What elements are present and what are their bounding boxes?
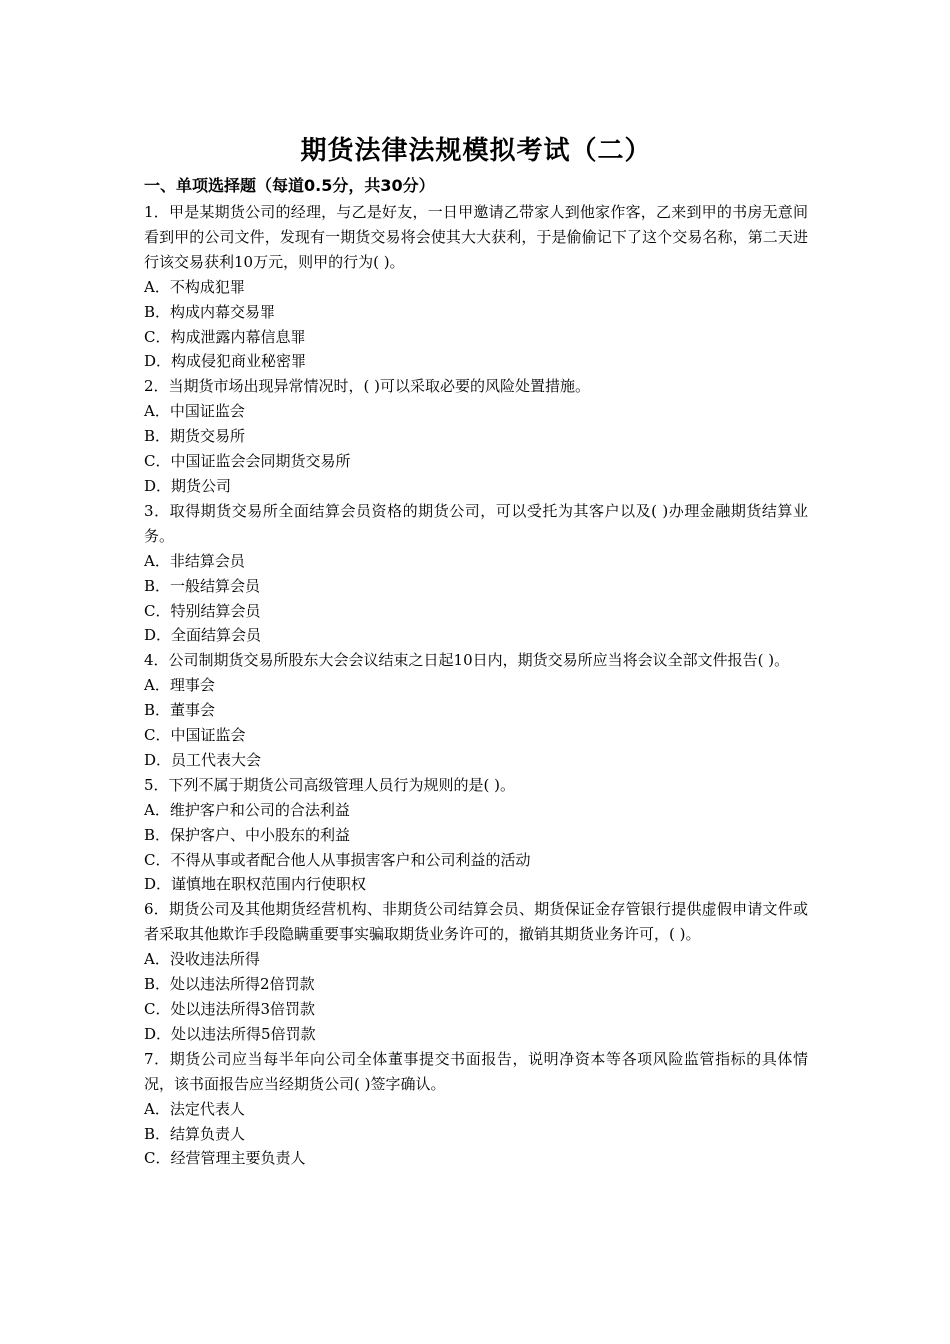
option-b: B．结算负责人	[144, 1124, 246, 1143]
option-b: B．董事会	[144, 701, 216, 720]
document-title: 期货法律法规模拟考试（二）	[300, 136, 652, 166]
option-a: A．中国证监会	[144, 402, 245, 421]
question-stem: 7．期货公司应当每半年向公司全体董事提交书面报告，说明净资本等各项风险监管指标的具体情况，该书面报告应当经期货公司( )签字确认。	[144, 1049, 808, 1093]
option-c: C．特别结算会员	[144, 601, 261, 620]
document-page	[144, 0, 808, 1171]
option-b: B．构成内幕交易罪	[144, 302, 276, 321]
section-heading: 一、单项选择题（每道0.5分，共30分）	[144, 176, 435, 195]
option-c: C．构成泄露内幕信息罪	[144, 327, 306, 346]
option-c: C．处以违法所得3倍罚款	[144, 1000, 316, 1018]
question-2	[144, 374, 808, 499]
option-a: A．法定代表人	[144, 1099, 245, 1118]
option-d: D．构成侵犯商业秘密罪	[144, 352, 307, 371]
option-d: D．处以违法所得5倍罚款	[144, 1024, 316, 1043]
question-5	[144, 773, 808, 898]
question-6	[144, 897, 808, 1046]
option-d: D．全面结算会员	[144, 626, 262, 645]
question-stem: 5．下列不属于期货公司高级管理人员行为规则的是( )。	[144, 775, 516, 794]
option-b: B．一般结算会员	[144, 576, 261, 595]
option-a: A．不构成犯罪	[144, 277, 245, 296]
option-d: D．期货公司	[144, 476, 232, 495]
option-b: B．期货交易所	[144, 427, 246, 446]
option-b: B．保护客户、中小股东的利益	[144, 825, 351, 844]
question-stem: 6．期货公司及其他期货经营机构、非期货公司结算会员、期货保证金存管银行提供虚假申请文件或者采取其他欺诈手段隐瞒重要事实骗取期货业务许可的，撤销其期货业务许可，( )。	[144, 900, 808, 944]
option-a: A．非结算会员	[144, 551, 245, 570]
question-3	[144, 499, 808, 648]
option-d: D．谨慎地在职权范围内行使职权	[144, 875, 367, 894]
question-4	[144, 648, 808, 773]
option-c: C．中国证监会会同期货交易所	[144, 452, 351, 471]
option-b: B．处以违法所得2倍罚款	[144, 975, 315, 994]
option-c: C．经营管理主要负责人	[144, 1149, 306, 1168]
option-d: D．员工代表大会	[144, 750, 262, 769]
option-c: C．中国证监会	[144, 726, 246, 745]
option-a: A．维护客户和公司的合法利益	[144, 800, 350, 819]
option-a: A．理事会	[144, 676, 215, 695]
question-stem: 1．甲是某期货公司的经理，与乙是好友，一日甲邀请乙带家人到他家作客，乙来到甲的书房无意间看到甲的公司文件，发现有一期货交易将会使其大大获利，于是偷偷记下了这个交易名称，第二天进行该交易获利10万元，则甲的行为( )。	[144, 203, 808, 271]
question-stem: 2．当期货市场出现异常情况时，( )可以采取必要的风险处置措施。	[144, 377, 591, 396]
question-1	[144, 200, 808, 374]
question-7	[144, 1047, 808, 1172]
question-stem: 3．取得期货交易所全面结算会员资格的期货公司，可以受托为其客户以及( )办理金融期货结算业务。	[144, 501, 808, 545]
question-stem: 4．公司制期货交易所股东大会会议结束之日起10日内，期货交易所应当将会议全部文件报告( )。	[144, 651, 790, 670]
option-c: C．不得从事或者配合他人从事损害客户和公司利益的活动	[144, 850, 531, 869]
option-a: A．没收违法所得	[144, 950, 260, 969]
